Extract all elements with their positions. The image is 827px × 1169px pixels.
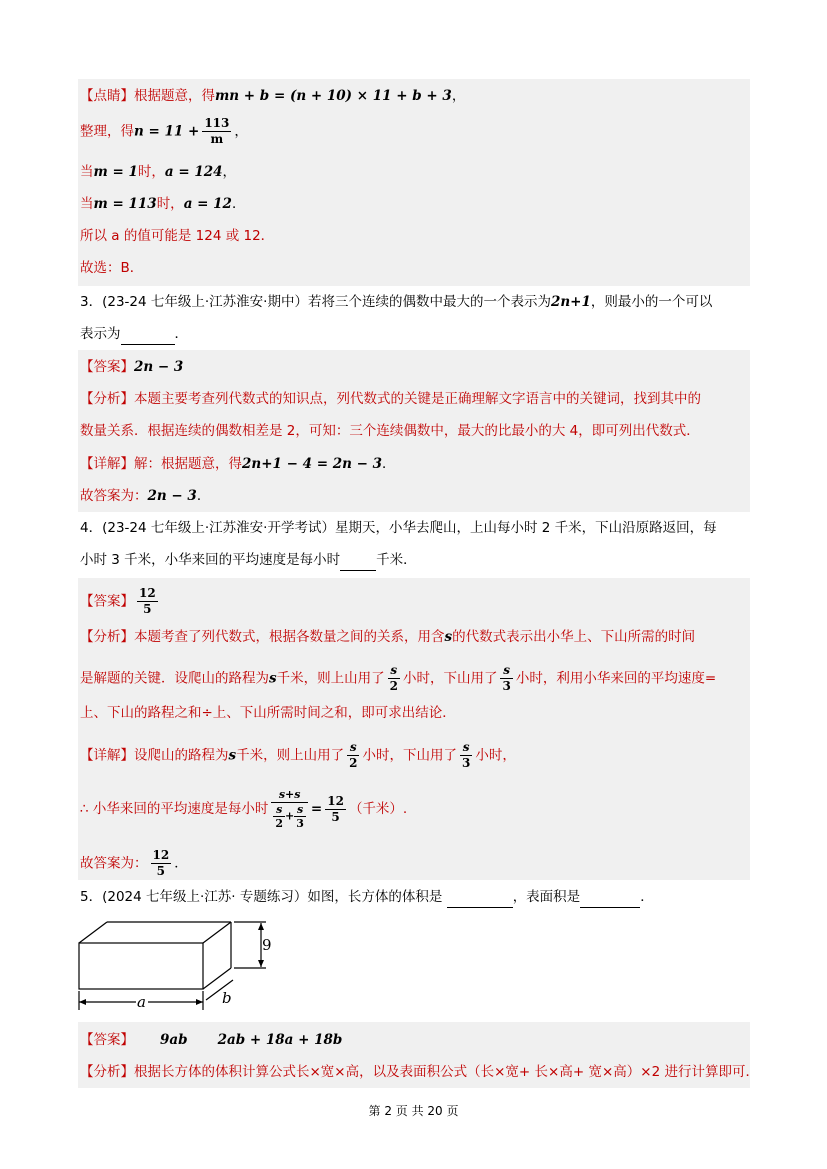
q3-line-1: 3．(23-24 七年级上·江苏淮安·期中）若将三个连续的偶数中最大的一个表示为2n+1，则最小的一个可以 (80, 294, 713, 310)
fraction: $\frac{12}{5}$ (327, 793, 344, 824)
fraction: $\frac{113}{m}$ (204, 116, 230, 146)
fraction: $\frac{12}{5}$ (152, 848, 170, 878)
complex-fraction: s+s $\frac{s}{2}$ + $\frac{s}{3}$ (271, 788, 308, 830)
hint-line-1: 【点睛】根据题意，得mn + b = (n + 10) × 11 + b + 3， (80, 88, 466, 104)
q4-solution-block (78, 578, 750, 880)
q4-calc: ∴ 小华来回的平均速度是每小时 s+s $\frac{s}{2}$ + $\frac{s}{3}$ = $\frac{12}{5}$ （千米）. (80, 788, 408, 830)
figure-label-a: a (137, 993, 146, 1011)
hint-line-4: 当m = 113时，a = 12． (80, 196, 246, 212)
q3-detail: 【详解】解：根据题意，得2n+1 − 4 = 2n − 3． (80, 456, 396, 472)
q4-analysis-2: 是解题的关键．设爬山的路程为s千米，则上山用了 $\frac{s}{2}$ 小时，下山用了 $\frac{s}{3}$ 小时，利用小华来回的平均速度= (80, 663, 717, 693)
hint-conclusion: 所以 a 的值可能是 124 或 12． (80, 228, 275, 244)
q4-line-1: 4．(23-24 七年级上·江苏淮安·开学考试）星期天，小华去爬山，上山每小时 2 千米，下山沿原路返回，每 (80, 520, 717, 536)
fraction: $\frac{s}{3}$ (502, 663, 511, 693)
fraction: $\frac{s}{3}$ (461, 740, 471, 770)
q4-answer: 【答案】 $\frac{12}{5}$ (80, 586, 156, 616)
fraction: $\frac{12}{5}$ (139, 586, 156, 616)
q4-analysis-3: 上、下山的路程之和÷上、下山所需时间之和，即可求出结论． (80, 705, 456, 721)
q4-line-2: 小时 3 千米，小华来回的平均速度是每小时 千米． (80, 550, 417, 571)
q5-analysis: 【分析】根据长方体的体积计算公式长×宽×高，以及表面积公式（长×宽+ 长×高+ 宽×高）×2 进行计算即可． (80, 1064, 759, 1080)
q5-line-1: 5．(2024 七年级上·江苏· 专题练习）如图，长方体的体积是 ，表面积是 ． (80, 887, 654, 908)
q3-analysis-1: 【分析】本题主要考查列代数式的知识点，列代数式的关键是正确理解文字语言中的关键词，找到其中的 (80, 391, 701, 407)
fraction: $\frac{s}{2}$ (389, 663, 398, 693)
hint-block (78, 79, 750, 286)
q4-detail: 【详解】设爬山的路程为s千米，则上山用了 $\frac{s}{2}$ 小时，下山用了 $\frac{s}{3}$ 小时， (80, 740, 516, 770)
q3-line-2: 表示为 ． (80, 324, 188, 345)
answer-blank (340, 550, 376, 571)
hint-line-2: 整理，得n = 11 + $\frac{113}{m}$ ， (80, 116, 248, 146)
figure-label-height: 9 (262, 936, 272, 954)
cuboid-figure (76, 918, 286, 1012)
answer-blank (447, 887, 513, 908)
q3-analysis-2: 数量关系．根据连续的偶数相差是 2，可知：三个连续偶数中，最大的比最小的大 4，即可列出代数式． (80, 423, 700, 439)
q4-analysis-1: 【分析】本题考查了列代数式，根据各数量之间的关系，用含s的代数式表示出小华上、下山所需的时间 (80, 629, 696, 645)
answer-blank (121, 324, 175, 345)
hint-choice: 故选：B． (80, 260, 144, 276)
q3-answer: 【答案】2n − 3 (80, 359, 184, 375)
answer-blank (580, 887, 640, 908)
q5-answer: 【答案】 9ab 2ab + 18a + 18b (80, 1032, 343, 1048)
q3-final: 故答案为：2n − 3． (80, 488, 211, 504)
page-footer: 第 2 页 共 20 页 (368, 1104, 459, 1118)
fraction: $\frac{s}{2}$ (349, 740, 358, 770)
hint-line-3: 当m = 1时，a = 124， (80, 164, 237, 180)
figure-label-b: b (222, 989, 232, 1007)
q4-final: 故答案为： $\frac{12}{5}$ ． (80, 848, 188, 878)
